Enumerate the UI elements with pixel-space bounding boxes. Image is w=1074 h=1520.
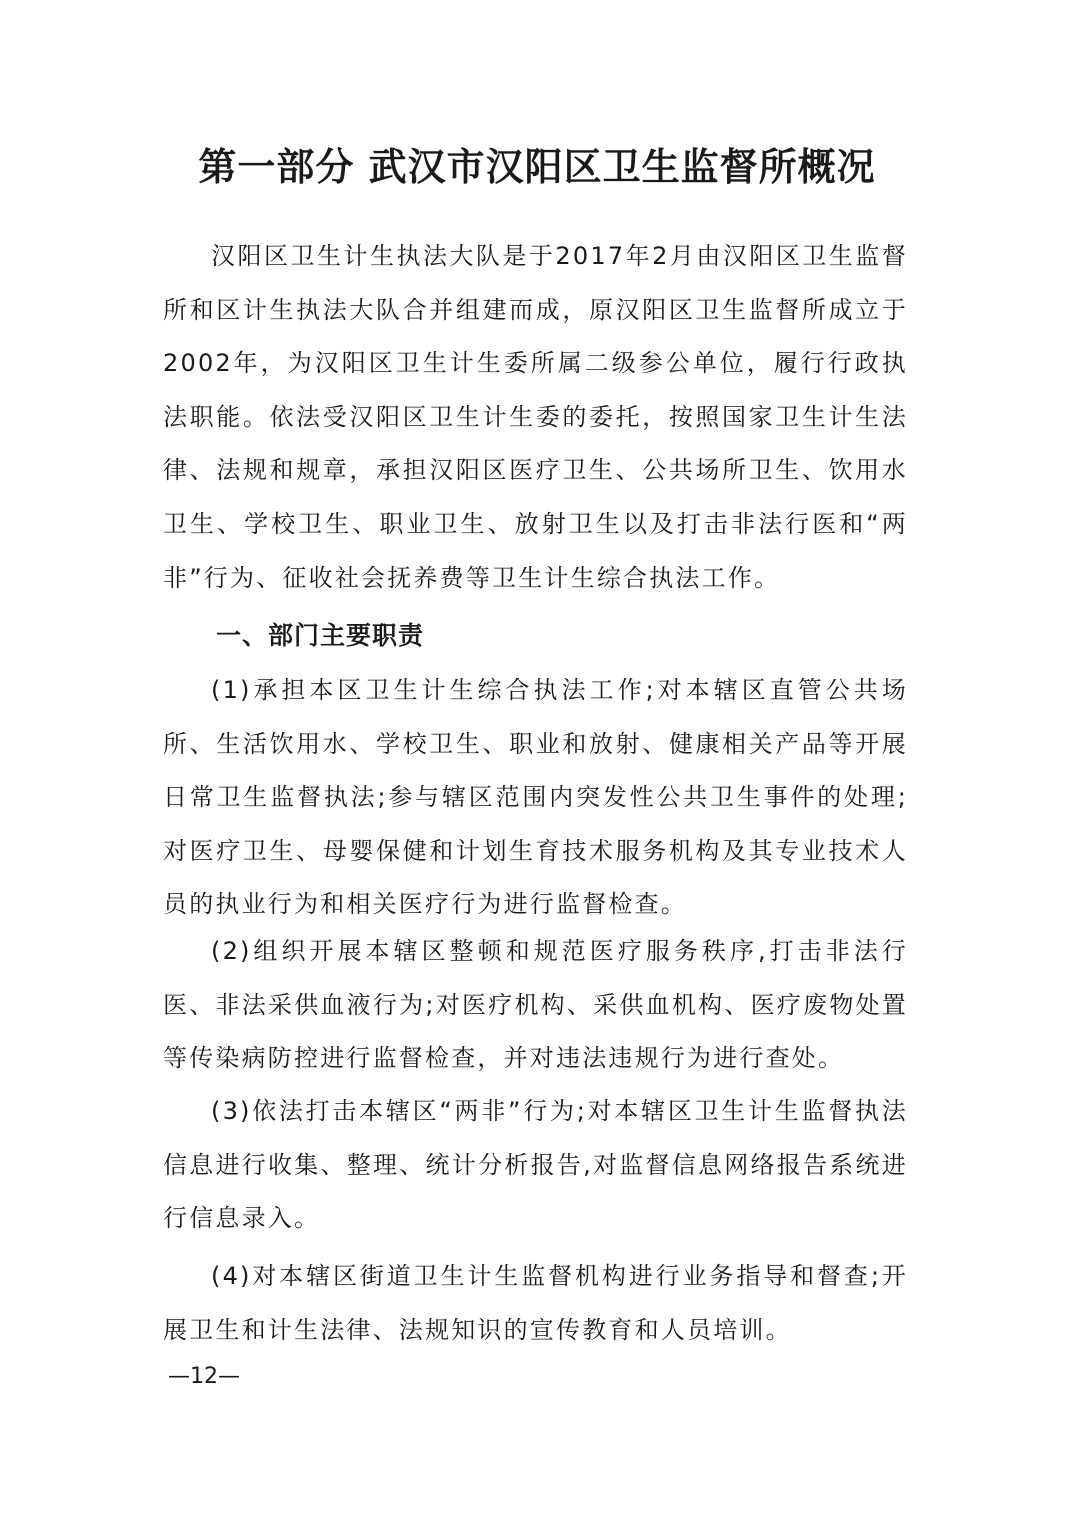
duty-paragraph-1: (1)承担本区卫生计生综合执法工作;对本辖区直管公共场所、生活饮用水、学校卫生、职业和放射、健康相关产品等开展日常卫生监督执法;参与辖区范围内突发性公共卫生事件的处理;对医疗卫生、母婴保健和计划生育技术服务机构及其专业技术人员的执业行为和相关医疗行为进行监督检查。 (163, 676, 908, 919)
duty-paragraph-2: (2)组织开展本辖区整顿和规范医疗服务秩序,打击非法行医、非法采供血液行为;对医疗机构、采供血机构、医疗废物处置等传染病防控进行监督检查，并对违法违规行为进行查处。 (163, 937, 908, 1073)
page-title: 第一部分 武汉市汉阳区卫生监督所概况 (198, 145, 876, 189)
duty-paragraph-4: (4)对本辖区街道卫生计生监督机构进行业务指导和督查;开展卫生和计生法律、法规知识的宣传教育和人员培训。 (163, 1262, 908, 1344)
page-number: —12— (168, 1364, 240, 1389)
intro-paragraph: 汉阳区卫生计生执法大队是于2017年2月由汉阳区卫生监督所和区计生执法大队合并组建而成，原汉阳区卫生监督所成立于2002年，为汉阳区卫生计生委所属二级参公单位，履行行政执法职能。依法受汉阳区卫生计生委的委托，按照国家卫生计生法律、法规和规章，承担汉阳区医疗卫生、公共场所卫生、饮用水卫生、学校卫生、职业卫生、放射卫生以及打击非法行医和“两非”行为、征收社会抚养费等卫生计生综合执法工作。 (163, 242, 908, 592)
section-heading: 一、部门主要职责 (216, 621, 425, 650)
duty-paragraph-3: (3)依法打击本辖区“两非”行为;对本辖区卫生计生监督执法信息进行收集、整理、统计分析报告,对监督信息网络报告系统进行信息录入。 (163, 1097, 908, 1233)
